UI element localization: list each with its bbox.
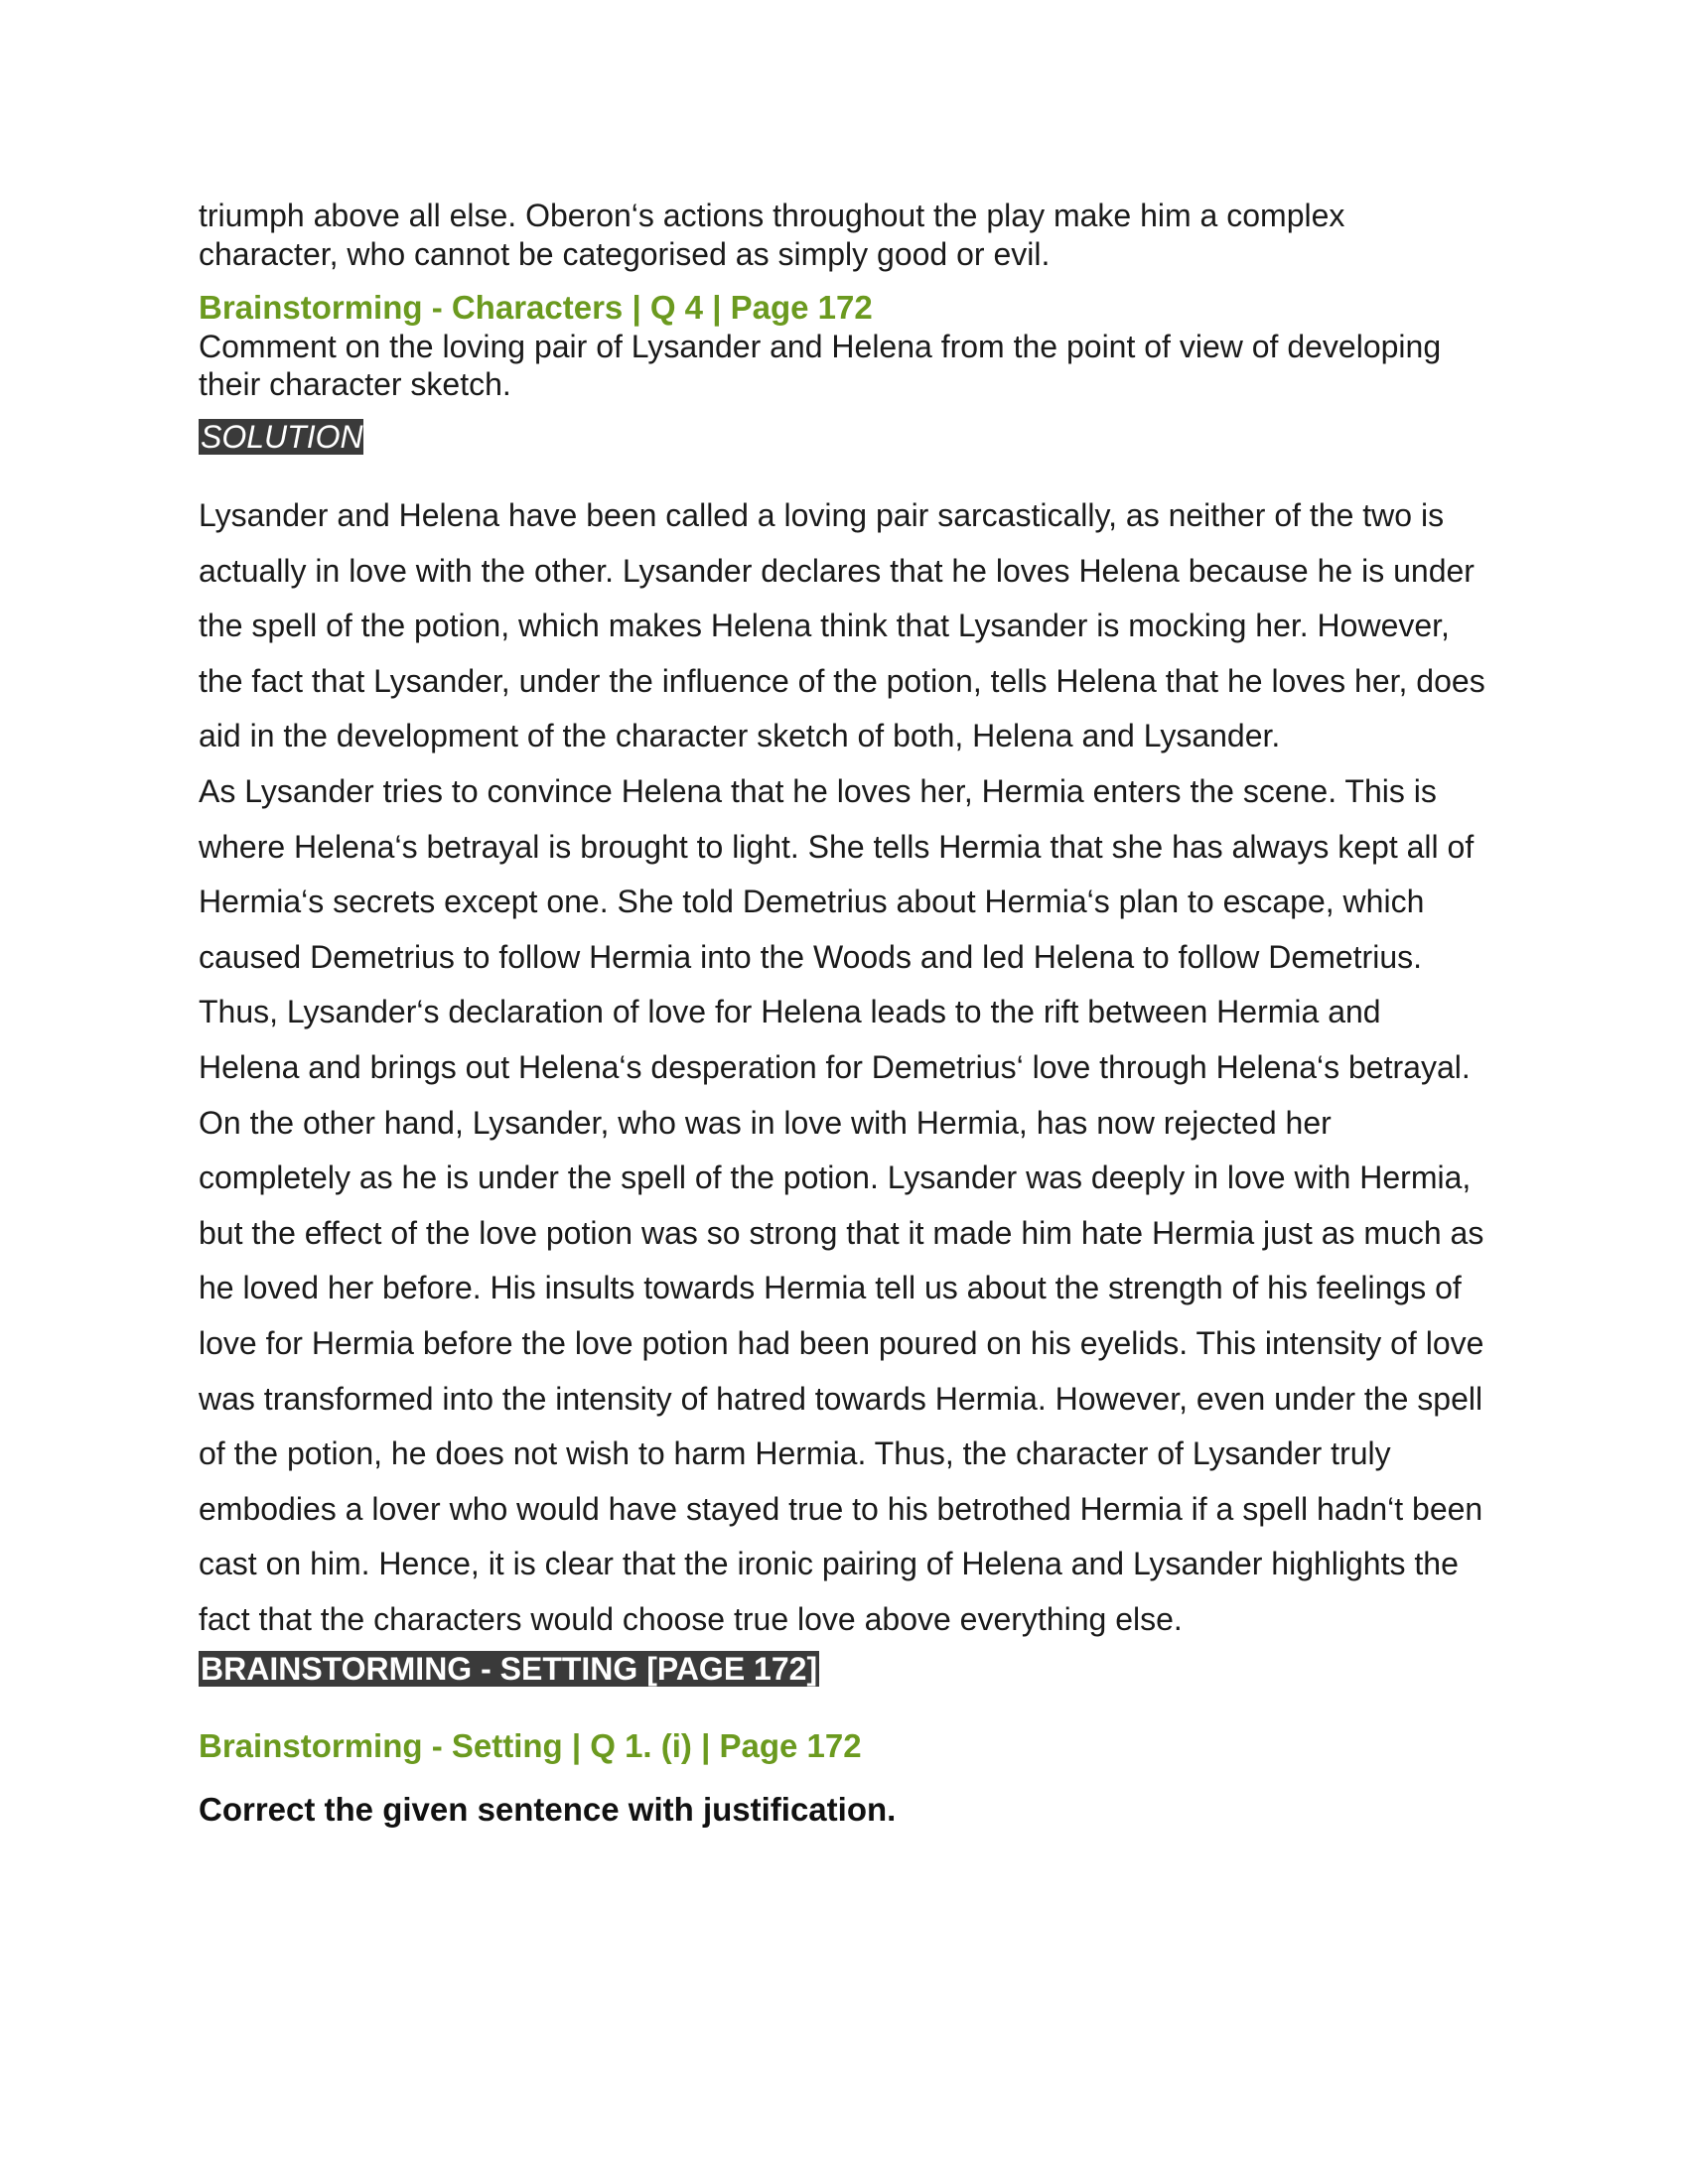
q4-question: Comment on the loving pair of Lysander and Helena from the point of view of developing their character sketch. bbox=[199, 329, 1442, 402]
solution-label: SOLUTION bbox=[201, 419, 363, 455]
q4-heading: Brainstorming - Characters | Q 4 | Page 172 bbox=[199, 289, 873, 326]
q1i-question: Correct the given sentence with justification. bbox=[199, 1791, 897, 1829]
q1i-heading: Brainstorming - Setting | Q 1. (i) | Page 172 bbox=[199, 1727, 862, 1765]
answer-paragraph-2: As Lysander tries to convince Helena that he loves her, Hermia enters the scene. This is where Helena‘s betrayal is brought to light. She tells Hermia that she has always kept all of Hermia‘s secrets except one. She told Demetrius about Hermia‘s plan to escape, which caused Demetrius to follow Hermia into the Woods and led Helena to follow Demetrius. Thus, Lysander‘s declaration of love for Helena leads to the rift between Hermia and Helena and brings out Helena‘s desperation for Demetrius‘ love through Helena‘s betrayal. On the other hand, Lysander, who was in love with Hermia, has now rejected her completely as he is under the spell of the potion. Lysander was deeply in love with Hermia, but the effect of the love potion was so strong that it made him hate Hermia just as much as he loved her before. His insults towards Hermia tell us about the strength of his feelings of love for Hermia before the love potion had been poured on his eyelids. This intensity of love was transformed into the intensity of hatred towards Hermia. However, even under the spell of the potion, he does not wish to harm Hermia. Thus, the character of Lysander truly embodies a lover who would have stayed true to his betrothed Hermia if a spell hadn‘t been cast on him. Hence, it is clear that the ironic pairing of Helena and Lysander highlights the fact that the characters would choose true love above everything else. bbox=[199, 772, 1484, 1637]
document-page bbox=[199, 197, 1489, 1830]
section-setting-label: BRAINSTORMING - SETTING [PAGE 172] bbox=[201, 1651, 818, 1688]
intro-paragraph: triumph above all else. Oberon‘s actions throughout the play make him a complex character, who cannot be categorised as simply good or evil. bbox=[199, 198, 1345, 272]
answer-paragraph-1: Lysander and Helena have been called a loving pair sarcastically, as neither of the two is actually in love with the other. Lysander declares that he loves Helena because he is under the spell of the potion, which makes Helena think that Lysander is mocking her. However, the fact that Lysander, under the influence of the potion, tells Helena that he loves her, does aid in the development of the character sketch of both, Helena and Lysander. bbox=[199, 497, 1485, 754]
